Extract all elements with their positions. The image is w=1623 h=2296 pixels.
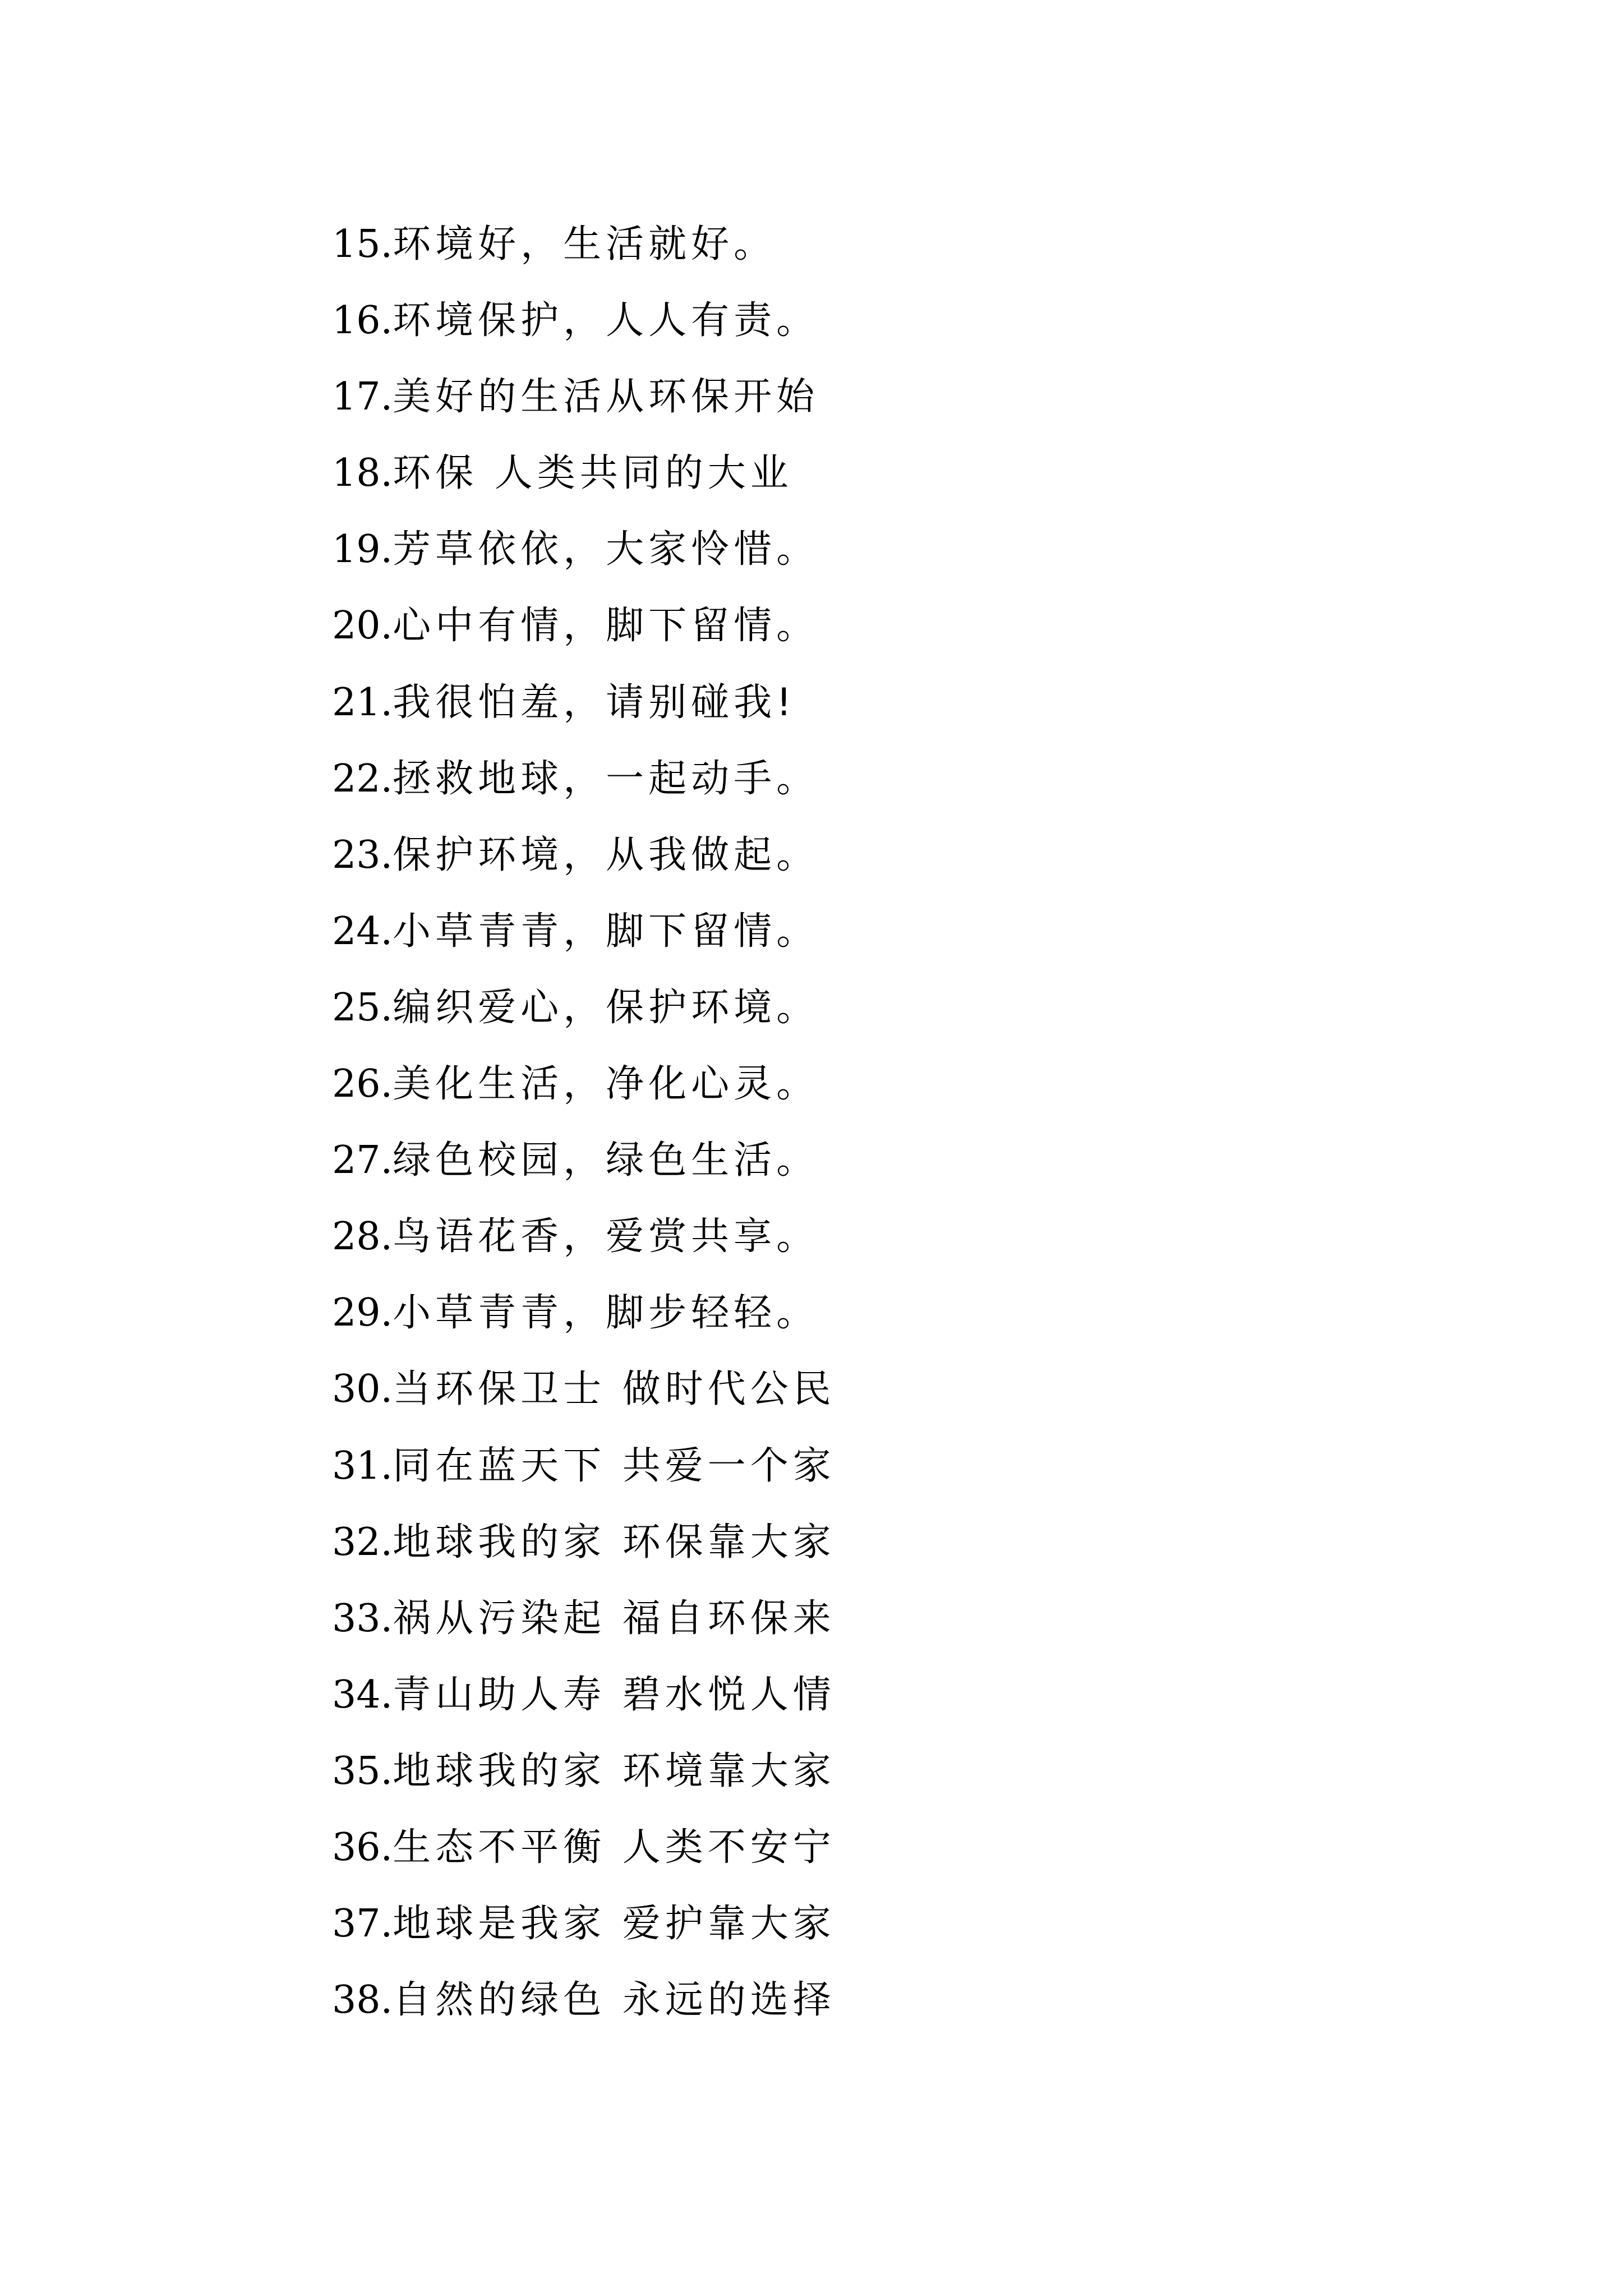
item-number: 33. bbox=[332, 1596, 393, 1641]
list-item bbox=[332, 665, 836, 741]
list-item bbox=[332, 283, 836, 359]
item-number: 37. bbox=[332, 1902, 393, 1947]
item-text: 地球我的家 环境靠大家 bbox=[393, 1749, 836, 1793]
slogan-list bbox=[332, 206, 836, 2039]
item-number: 38. bbox=[332, 1978, 393, 2023]
list-item bbox=[332, 1199, 836, 1275]
item-text: 我很怕羞，请别碰我! bbox=[393, 680, 796, 725]
item-text: 地球是我家 爱护靠大家 bbox=[393, 1902, 836, 1947]
item-number: 17. bbox=[332, 375, 393, 420]
item-number: 29. bbox=[332, 1291, 393, 1336]
item-number: 34. bbox=[332, 1672, 393, 1717]
item-text: 鸟语花香，爱赏共享。 bbox=[393, 1214, 819, 1259]
list-item bbox=[332, 1886, 836, 1962]
list-item bbox=[332, 970, 836, 1046]
item-text: 美化生活，净化心灵。 bbox=[393, 1062, 819, 1107]
item-number: 16. bbox=[332, 298, 393, 343]
item-text: 生态不平衡 人类不安宁 bbox=[393, 1825, 836, 1870]
item-number: 19. bbox=[332, 527, 393, 572]
item-number: 18. bbox=[332, 451, 393, 496]
item-number: 24. bbox=[332, 909, 393, 954]
item-text: 美好的生活从环保开始 bbox=[393, 375, 819, 420]
list-item bbox=[332, 588, 836, 664]
list-item bbox=[332, 1962, 836, 2039]
list-item bbox=[332, 435, 836, 512]
item-number: 25. bbox=[332, 985, 393, 1030]
item-number: 21. bbox=[332, 680, 393, 725]
item-number: 30. bbox=[332, 1367, 393, 1412]
list-item bbox=[332, 741, 836, 817]
list-item bbox=[332, 359, 836, 435]
item-text: 心中有情，脚下留情。 bbox=[393, 604, 819, 648]
item-text: 当环保卫士 做时代公民 bbox=[393, 1367, 836, 1412]
item-number: 31. bbox=[332, 1443, 393, 1488]
list-item bbox=[332, 1504, 836, 1581]
list-item bbox=[332, 1351, 836, 1428]
item-text: 环保 人类共同的大业 bbox=[393, 451, 793, 496]
item-text: 拯救地球，一起动手。 bbox=[393, 756, 819, 801]
item-number: 36. bbox=[332, 1825, 393, 1870]
item-text: 祸从污染起 福自环保来 bbox=[393, 1596, 836, 1641]
item-text: 绿色校园，绿色生活。 bbox=[393, 1138, 819, 1183]
list-item bbox=[332, 206, 836, 283]
list-item bbox=[332, 1581, 836, 1657]
item-text: 环境好，生活就好。 bbox=[393, 222, 777, 266]
list-item bbox=[332, 817, 836, 894]
list-item bbox=[332, 1428, 836, 1504]
item-number: 28. bbox=[332, 1214, 393, 1259]
list-item bbox=[332, 1275, 836, 1351]
item-number: 15. bbox=[332, 222, 393, 266]
item-text: 自然的绿色 永远的选择 bbox=[393, 1978, 836, 2023]
item-text: 保护环境，从我做起。 bbox=[393, 832, 819, 877]
item-text: 小草青青，脚步轻轻。 bbox=[393, 1291, 819, 1336]
list-item bbox=[332, 1122, 836, 1199]
item-number: 27. bbox=[332, 1138, 393, 1183]
item-number: 32. bbox=[332, 1520, 393, 1565]
list-item bbox=[332, 1810, 836, 1886]
item-text: 芳草依依，大家怜惜。 bbox=[393, 527, 819, 572]
item-number: 26. bbox=[332, 1062, 393, 1107]
item-number: 23. bbox=[332, 832, 393, 877]
item-number: 22. bbox=[332, 756, 393, 801]
list-item bbox=[332, 512, 836, 588]
list-item bbox=[332, 894, 836, 970]
item-number: 20. bbox=[332, 604, 393, 648]
list-item bbox=[332, 1733, 836, 1810]
list-item bbox=[332, 1046, 836, 1122]
list-item bbox=[332, 1657, 836, 1733]
item-text: 青山助人寿 碧水悦人情 bbox=[393, 1672, 836, 1717]
item-text: 编织爱心，保护环境。 bbox=[393, 985, 819, 1030]
item-number: 35. bbox=[332, 1749, 393, 1793]
item-text: 小草青青，脚下留情。 bbox=[393, 909, 819, 954]
item-text: 地球我的家 环保靠大家 bbox=[393, 1520, 836, 1565]
item-text: 环境保护，人人有责。 bbox=[393, 298, 819, 343]
item-text: 同在蓝天下 共爱一个家 bbox=[393, 1443, 836, 1488]
